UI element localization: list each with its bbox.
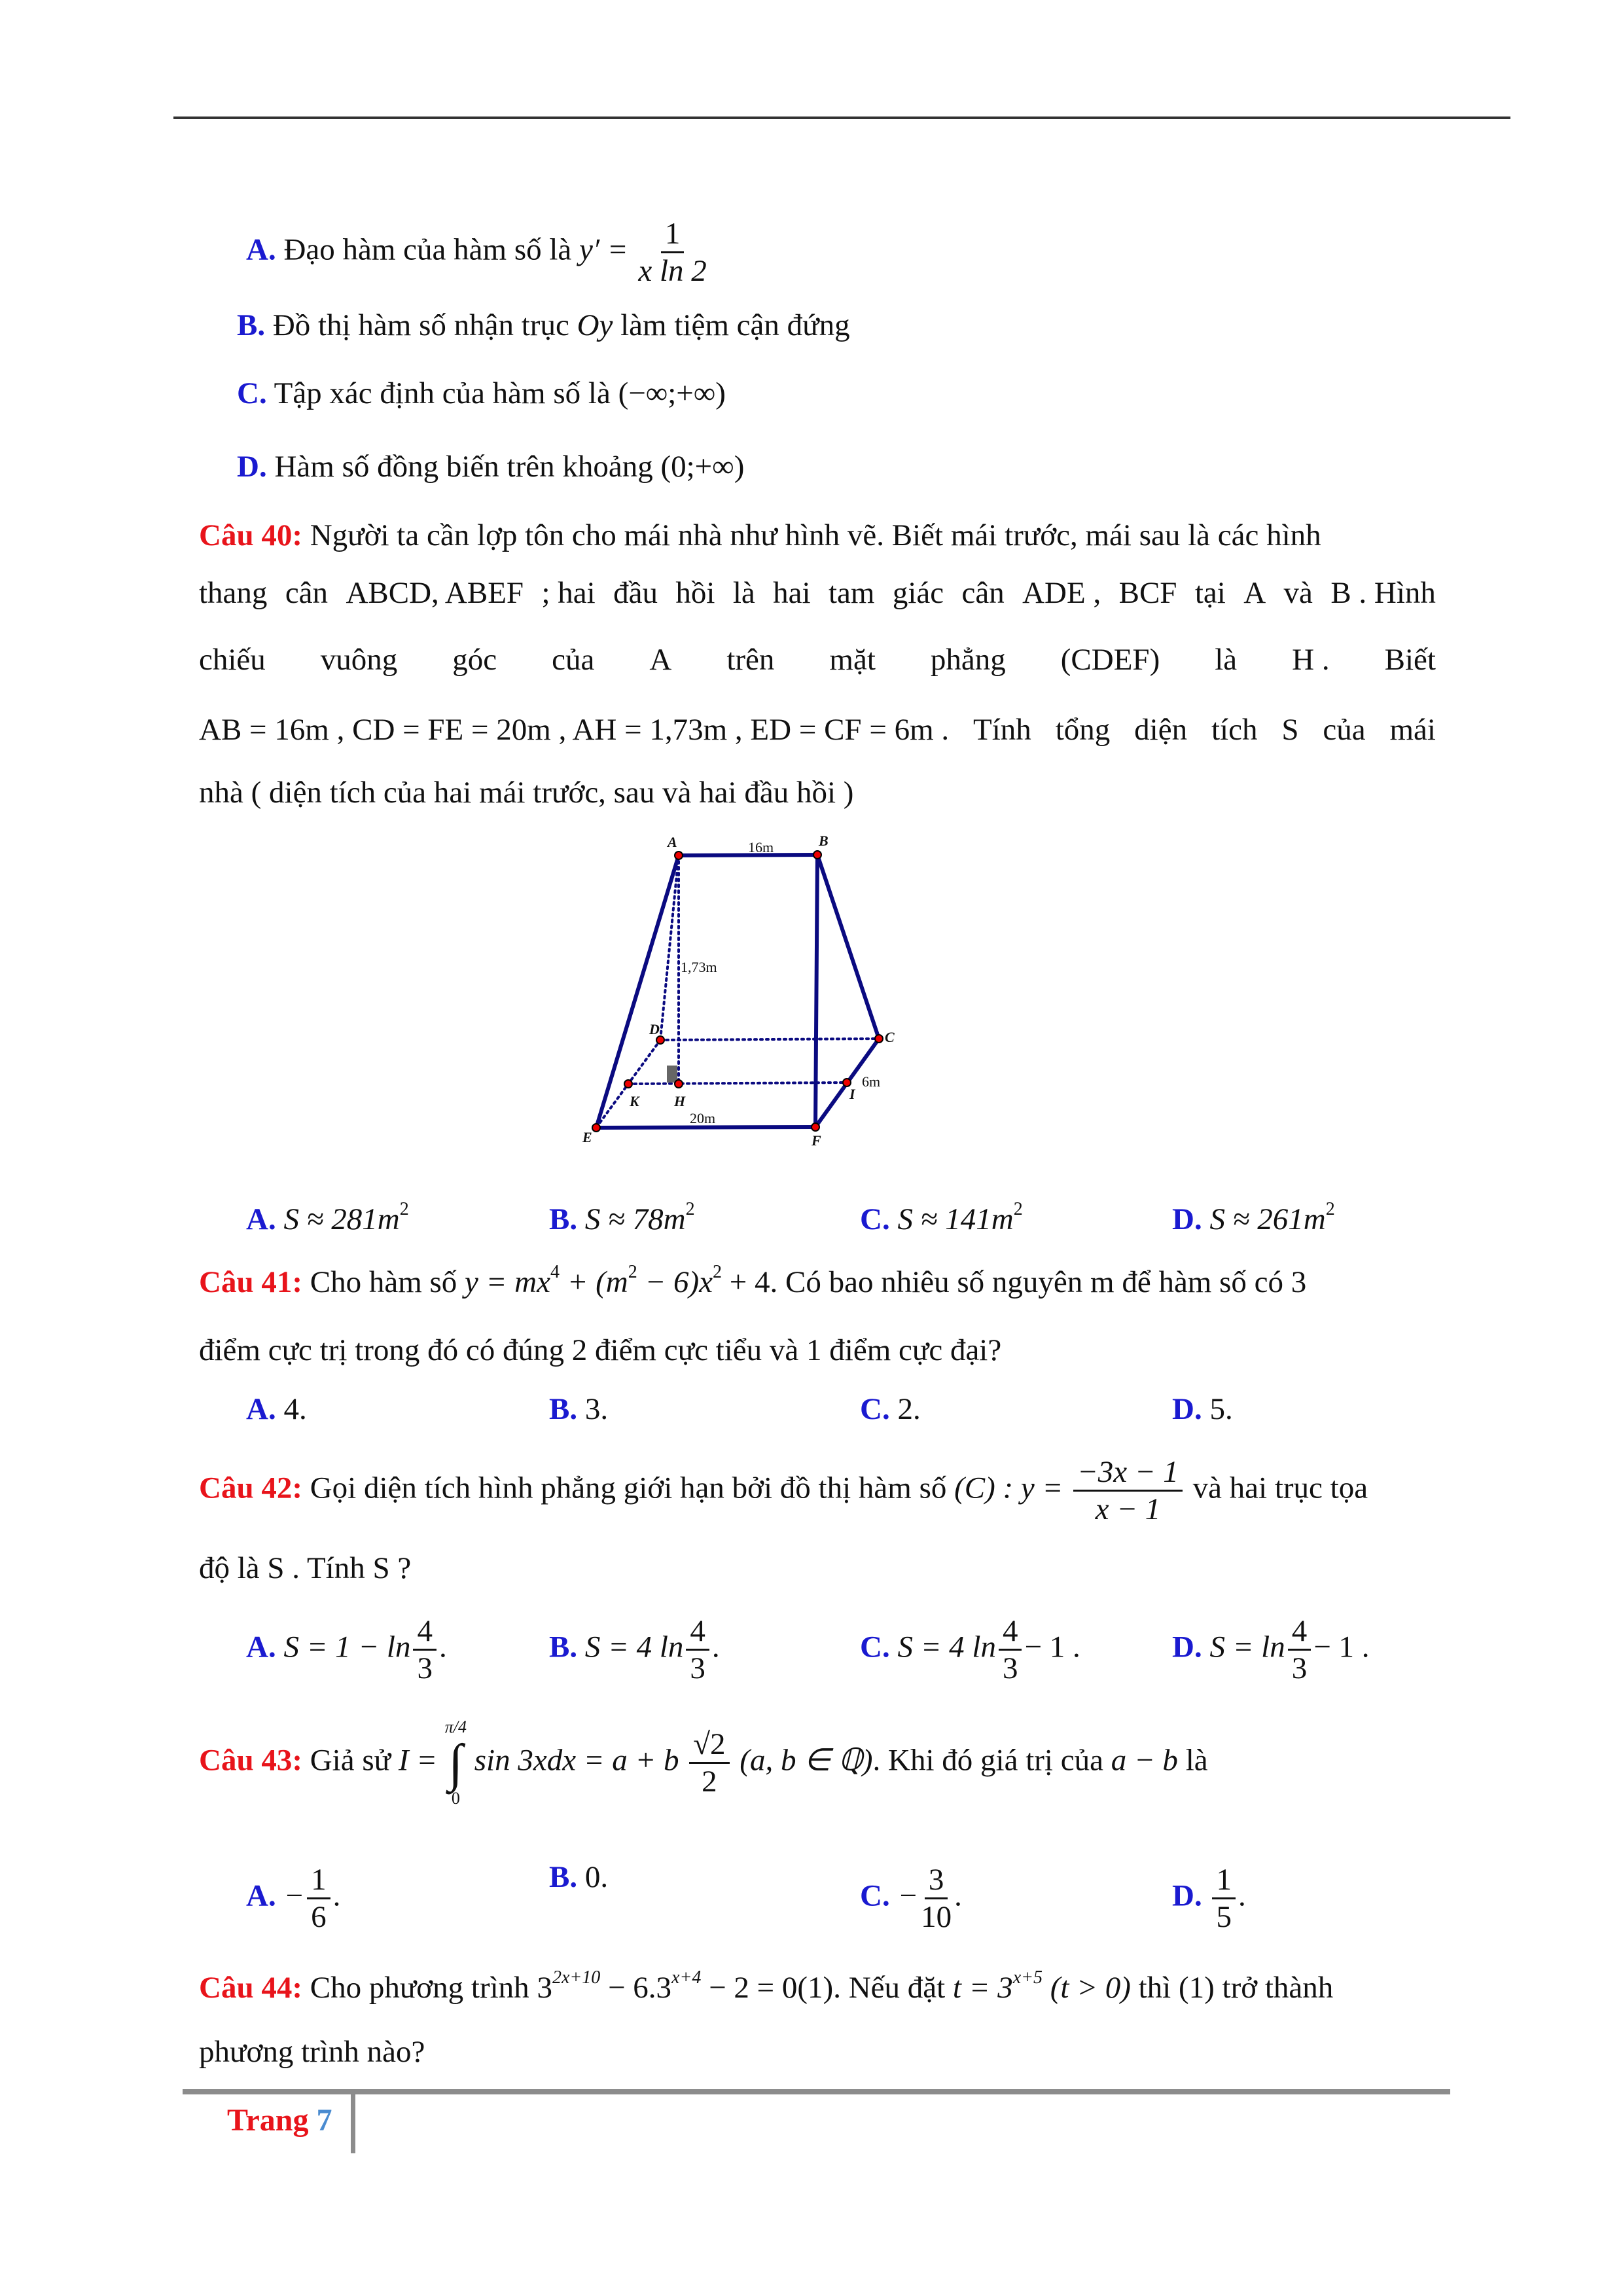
question-text: Giả sử [310, 1743, 391, 1778]
option-d [1172, 1394, 1233, 1425]
math: y = mx [465, 1265, 550, 1299]
option-b [549, 1394, 608, 1425]
option-label: D. [237, 450, 267, 484]
math: 3 [537, 1971, 552, 2005]
question-text: Người ta cần lợp tôn cho mái nhà như hình vẽ. Biết mái trước, mái sau là các hình [310, 518, 1321, 552]
math: (−∞;+∞) [618, 376, 726, 410]
label-k: K [630, 1093, 639, 1109]
word: hai [773, 576, 811, 610]
math-sup: 2 [685, 1199, 695, 1219]
numerator: 4 [999, 1613, 1022, 1651]
fraction [1073, 1454, 1183, 1527]
word: vuông [320, 643, 398, 677]
option-label: D. [1172, 1630, 1202, 1664]
math-sup: 2 [712, 1262, 722, 1282]
math: t = 3 [952, 1971, 1013, 2005]
math: . [1238, 1878, 1246, 1913]
denominator: x ln 2 [638, 254, 707, 289]
denominator: 10 [921, 1900, 952, 1935]
option-label: B. [549, 1392, 578, 1426]
word: ; hai [541, 576, 596, 610]
word: ABCD, ABEF [346, 576, 524, 610]
question-text: thì [1138, 1971, 1171, 2005]
q42-line2: độ là S . Tính S ? [199, 1551, 412, 1585]
denominator: 2 [702, 1765, 717, 1799]
word: cân [285, 576, 329, 610]
math: I = [398, 1743, 437, 1778]
math: (C) : y = [954, 1471, 1063, 1505]
math: + (m [567, 1265, 628, 1299]
math: y′ = [579, 232, 628, 267]
lower-limit: 0 [451, 1788, 460, 1808]
math: . [438, 1630, 447, 1664]
numerator: 1 [307, 1862, 330, 1899]
math: − 6.3 [608, 1971, 672, 2005]
option-label: D. [1172, 1392, 1202, 1426]
numerator: −3x − 1 [1073, 1454, 1183, 1492]
option-c [860, 1200, 1023, 1235]
point-k [624, 1080, 632, 1088]
word: cân [961, 576, 1005, 610]
math: S ≈ 281m [283, 1202, 400, 1236]
q42-line1 [199, 1454, 1368, 1527]
label-h: H [674, 1093, 686, 1109]
question-text: Có bao nhiêu số nguyên m để hàm số có 3 [785, 1265, 1307, 1299]
question-label: Câu 42: [199, 1471, 302, 1505]
option-b [549, 1613, 720, 1686]
fraction [638, 216, 706, 289]
word: BCF [1118, 576, 1177, 610]
word: (CDEF) [1060, 643, 1160, 677]
q40-line3 [199, 645, 1436, 675]
header-rule [173, 117, 1510, 119]
denominator: 5 [1216, 1900, 1232, 1935]
question-text: . Nếu đặt [833, 1971, 946, 2005]
fraction [1288, 1613, 1311, 1686]
math: − [283, 1878, 305, 1913]
question-text: và hai trục tọa [1192, 1471, 1368, 1505]
point-a [675, 852, 683, 859]
word: S [1281, 713, 1299, 747]
point-e [592, 1124, 600, 1132]
page-label: Trang [227, 2103, 309, 2138]
option-c [860, 1613, 1080, 1686]
math: . [954, 1878, 962, 1913]
word: A [1243, 576, 1266, 610]
option-a [246, 1613, 447, 1686]
option-text: Tập xác định của hàm số là [274, 376, 611, 410]
denominator: 3 [417, 1651, 433, 1686]
right-angle-mark [667, 1066, 677, 1083]
q40-line1 [199, 520, 1321, 551]
math: S ≈ 141m [897, 1202, 1014, 1236]
page-footer [227, 2102, 332, 2138]
word: chiếu [199, 643, 266, 677]
edge-bf [815, 855, 817, 1127]
fraction [413, 1613, 437, 1686]
point-f [812, 1123, 819, 1131]
footer-rule [183, 2089, 1450, 2094]
option-b [549, 1862, 608, 1893]
edge-bc [817, 855, 879, 1039]
q43-line1 [199, 1718, 1208, 1808]
option-a [246, 1862, 340, 1935]
math-sup: 2x+10 [552, 1967, 601, 1988]
word: là [1215, 643, 1238, 677]
word: ADE , [1022, 576, 1101, 610]
option-label: C. [860, 1878, 890, 1913]
option-label: A. [246, 1630, 276, 1664]
label-e: E [582, 1129, 592, 1145]
option-label: C. [237, 376, 267, 410]
option-label: B. [549, 1630, 578, 1664]
numerator: √2 [689, 1727, 729, 1764]
word: tổng [1055, 713, 1111, 747]
option-label: A. [246, 232, 276, 267]
word: hồi [675, 576, 715, 610]
math-sup: x+4 [671, 1967, 702, 1988]
question-label: Câu 41: [199, 1265, 302, 1299]
word: Biết [1384, 643, 1436, 677]
option-label: C. [860, 1392, 890, 1426]
option-label: C. [860, 1202, 890, 1236]
label-a: A [668, 834, 677, 850]
option-label: B. [549, 1202, 578, 1236]
question-text: Cho hàm số [310, 1265, 457, 1299]
q40-line4 [199, 715, 1436, 745]
math: − 2 = 0(1) [709, 1971, 834, 2005]
word: góc [452, 643, 497, 677]
word: phẳng [930, 643, 1006, 677]
math: (a, b ∈ ℚ) [740, 1743, 873, 1778]
label-ah-length: 1,73m [681, 959, 717, 975]
label-ef-length: 20m [690, 1110, 716, 1126]
word: diện [1134, 713, 1188, 747]
q41-line2: điểm cực trị trong đó có đúng 2 điểm cực tiểu và 1 điểm cực đại? [199, 1333, 1002, 1367]
q40-line2 [199, 578, 1436, 609]
integral-sign: π/4 ∫ 0 [444, 1717, 467, 1808]
label-ab-length: 16m [748, 839, 774, 855]
math-sup: 4 [550, 1262, 560, 1282]
option-d [1172, 1200, 1335, 1235]
word: A [649, 643, 672, 677]
question-label: Câu 43: [199, 1743, 302, 1778]
denominator: 6 [311, 1900, 327, 1935]
option-b [549, 1200, 695, 1235]
upper-limit: π/4 [444, 1717, 467, 1736]
footer-divider [351, 2091, 355, 2153]
option-label: C. [860, 1630, 890, 1664]
math: S = 4 ln [584, 1630, 684, 1664]
math-sup: 2 [399, 1199, 409, 1219]
option-d-prev [237, 452, 744, 482]
fraction [921, 1862, 952, 1935]
math: (0;+∞) [660, 450, 745, 484]
denominator: 3 [690, 1651, 705, 1686]
roof-figure [576, 818, 1073, 1158]
math: (1) [1178, 1971, 1215, 2005]
word: thang [199, 576, 268, 610]
option-c [860, 1394, 921, 1425]
word: giác [892, 576, 944, 610]
option-c [860, 1862, 962, 1935]
math: . [711, 1630, 720, 1664]
option-label: D. [1172, 1202, 1202, 1236]
question-text: trở thành [1222, 1971, 1334, 2005]
option-c-prev [237, 378, 726, 409]
numerator: 3 [925, 1862, 948, 1899]
numerator: 4 [1288, 1613, 1311, 1651]
option-a [246, 1200, 409, 1235]
option-text: 0. [584, 1860, 609, 1894]
point-c [875, 1035, 883, 1043]
option-text: 2. [897, 1392, 921, 1426]
question-label: Câu 44: [199, 1971, 302, 2005]
math: + 4. [729, 1265, 778, 1299]
denominator: 3 [1291, 1651, 1308, 1686]
question-text: là [1185, 1743, 1208, 1778]
math: sin 3xdx = a + b [474, 1743, 679, 1778]
word: và [1283, 576, 1313, 610]
question-text: Cho phương trình [310, 1971, 529, 2005]
q41-line1 [199, 1263, 1306, 1298]
page-number: 7 [316, 2103, 332, 2138]
option-label: A. [246, 1392, 276, 1426]
option-d [1172, 1613, 1370, 1686]
fraction [999, 1613, 1022, 1686]
math: S = 1 − ln [283, 1630, 411, 1664]
math: S = ln [1209, 1630, 1285, 1664]
label-d: D [649, 1021, 660, 1037]
point-b [813, 851, 821, 859]
fraction [307, 1862, 330, 1935]
option-text: Hàm số đồng biến trên khoảng [274, 450, 653, 484]
math: S ≈ 261m [1209, 1202, 1326, 1236]
q40-line5: nhà ( diện tích của hai mái trước, sau và hai đầu hồi ) [199, 776, 854, 810]
word: tam [828, 576, 875, 610]
word: AB = 16m , CD = FE = 20m , AH = 1,73m , ED = CF = 6m . [199, 713, 950, 747]
numerator: 4 [686, 1613, 709, 1651]
word: mặt [829, 643, 876, 677]
question-text: Gọi diện tích hình phẳng giới hạn bởi đồ thị hàm số [310, 1471, 947, 1505]
numerator: 4 [413, 1613, 437, 1651]
q44-line1 [199, 1969, 1333, 2003]
fraction [686, 1613, 709, 1686]
option-label: A. [246, 1878, 276, 1913]
math-sup: 2 [628, 1262, 637, 1282]
option-label: D. [1172, 1878, 1202, 1913]
word: là [732, 576, 755, 610]
word: của [1323, 713, 1366, 747]
option-a [246, 1394, 307, 1425]
option-a-prev [246, 216, 709, 289]
math: − 1 . [1024, 1630, 1080, 1664]
word: Tính [973, 713, 1031, 747]
option-label: B. [237, 308, 266, 342]
math: S = 4 ln [897, 1630, 996, 1664]
label-cf-length: 6m [862, 1073, 881, 1090]
math: Oy [577, 308, 613, 342]
word: trên [726, 643, 775, 677]
math: − 1 . [1313, 1630, 1370, 1664]
denominator: x − 1 [1095, 1492, 1161, 1527]
label-i: I [849, 1086, 855, 1102]
fraction [689, 1727, 729, 1799]
option-text: Đạo hàm của hàm số là [283, 232, 572, 267]
word: của [552, 643, 595, 677]
math: − [897, 1878, 919, 1913]
option-text: 3. [584, 1392, 609, 1426]
numerator: 1 [1212, 1862, 1236, 1899]
math: . [332, 1878, 341, 1913]
math-sup: 2 [1013, 1199, 1023, 1219]
word: tích [1211, 713, 1258, 747]
denominator: 3 [1002, 1651, 1018, 1686]
option-d [1172, 1862, 1246, 1935]
edge-ef [596, 1127, 815, 1128]
word: đầu [613, 576, 658, 610]
math: (t > 0) [1050, 1971, 1131, 2005]
label-f: F [812, 1132, 821, 1149]
question-label: Câu 40: [199, 518, 302, 552]
option-text: Đồ thị hàm số nhận trục [272, 308, 569, 342]
q44-line2: phương trình nào? [199, 2035, 425, 2069]
word: H . [1292, 643, 1330, 677]
word: mái [1389, 713, 1436, 747]
math-sup: 2 [1325, 1199, 1335, 1219]
fraction [1212, 1862, 1236, 1935]
point-h [675, 1080, 683, 1088]
math-sup: x+5 [1012, 1967, 1043, 1988]
word: B . Hình [1330, 576, 1436, 610]
option-label: A. [246, 1202, 276, 1236]
edge-dc [660, 1039, 879, 1040]
label-c: C [885, 1029, 895, 1045]
option-text: làm tiệm cận đứng [620, 308, 850, 342]
numerator: 1 [661, 216, 685, 253]
math: S ≈ 78m [584, 1202, 686, 1236]
word: tại [1194, 576, 1226, 610]
option-label: B. [549, 1860, 578, 1894]
math: − 6)x [645, 1265, 713, 1299]
math: a − b [1111, 1743, 1178, 1778]
option-text: 5. [1209, 1392, 1233, 1426]
option-text: 4. [283, 1392, 307, 1426]
label-b: B [819, 833, 829, 849]
question-text: . Khi đó giá trị của [872, 1743, 1103, 1778]
option-b-prev [237, 310, 850, 341]
